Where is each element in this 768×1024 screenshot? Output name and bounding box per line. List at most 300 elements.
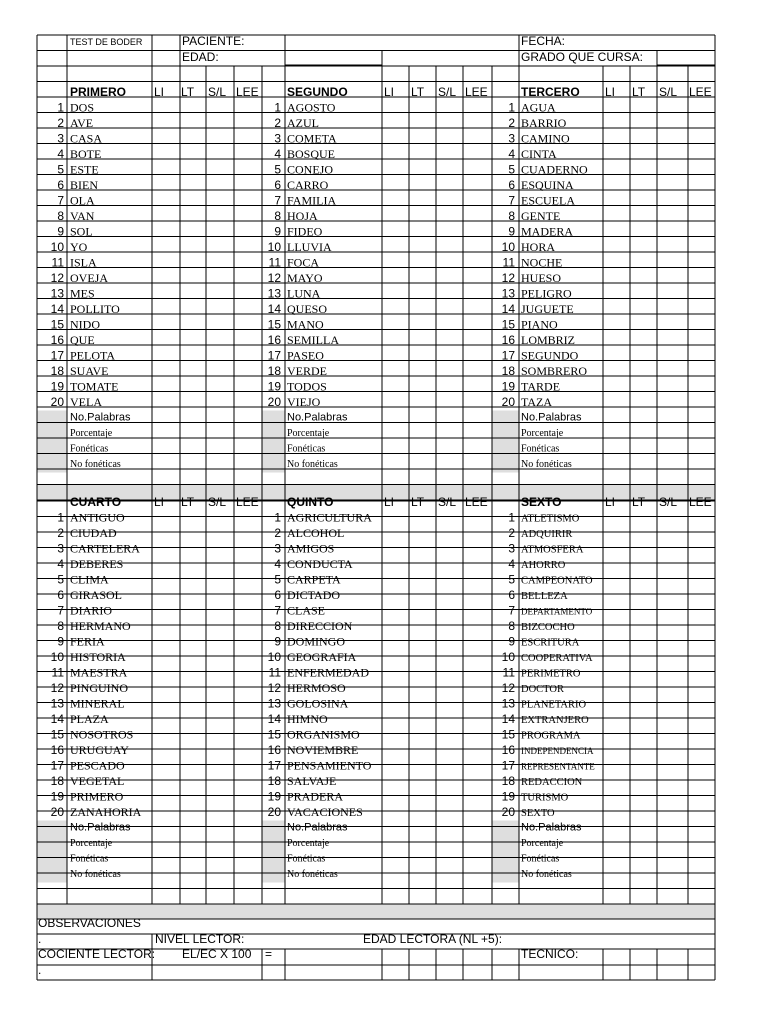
word-number: 18 (267, 364, 281, 378)
word-item: HIMNO (287, 712, 328, 726)
word-number: 20 (267, 395, 281, 409)
column-header: LI (605, 495, 616, 509)
word-item: CARTELERA (70, 541, 140, 556)
word-item: SEMILLA (287, 333, 339, 347)
word-item: MINERAL (70, 696, 125, 711)
summary-label: No.Palabras (70, 821, 131, 834)
word-item: SEGUNDO (521, 348, 579, 363)
word-item: CAMINO (521, 131, 570, 146)
edad-label: EDAD: (182, 50, 219, 64)
word-number: 3 (57, 541, 64, 556)
word-item: PESCADO (70, 758, 125, 773)
word-item: PLAZA (70, 712, 109, 726)
column-header: LT (632, 85, 646, 99)
summary-label: No.Palabras (521, 411, 582, 424)
word-number: 6 (57, 588, 64, 602)
word-item: CONDUCTA (287, 557, 353, 571)
column-header: LEE (689, 495, 712, 509)
word-number: 5 (508, 162, 515, 177)
word-item: INDEPENDENCIA (521, 746, 594, 756)
word-number: 20 (267, 805, 281, 819)
word-number: 19 (267, 789, 281, 804)
word-item: HORA (521, 240, 556, 254)
word-number: 16 (50, 743, 64, 757)
word-number: 8 (508, 619, 515, 633)
section-title: CUARTO (70, 495, 122, 509)
word-item: CONEJO (287, 162, 334, 177)
word-number: 5 (57, 162, 64, 177)
word-number: 8 (274, 619, 281, 633)
word-item: HOJA (287, 209, 318, 223)
column-header: LT (181, 495, 195, 509)
word-item: ESCRITURA (521, 637, 580, 649)
word-number: 8 (274, 209, 281, 223)
word-number: 11 (51, 255, 64, 270)
word-number: 16 (501, 743, 515, 757)
word-number: 7 (274, 603, 281, 618)
word-item: ESCUELA (521, 193, 575, 208)
word-number: 11 (51, 665, 64, 680)
summary-label: No fonéticas (287, 459, 338, 470)
word-number: 16 (501, 333, 515, 347)
summary-label: Porcentaje (70, 838, 113, 849)
section-tercero (502, 85, 712, 470)
word-number: 17 (267, 348, 281, 363)
summary-label: Porcentaje (287, 838, 330, 849)
word-item: NIDO (70, 317, 100, 332)
word-item: ATMOSFERA (521, 544, 584, 556)
word-number: 15 (501, 727, 515, 742)
summary-label: Fonéticas (521, 853, 560, 865)
word-number: 1 (57, 100, 64, 115)
shaded-cell (37, 411, 67, 473)
word-item: TAZA (521, 395, 553, 409)
section-title: PRIMERO (70, 85, 127, 99)
word-item: DEBERES (70, 557, 124, 571)
word-item: MAESTRA (70, 665, 128, 680)
word-number: 19 (267, 379, 281, 394)
word-item: BIEN (70, 178, 98, 192)
word-number: 14 (50, 302, 64, 316)
summary-label: Porcentaje (287, 428, 330, 439)
word-item: CIUDAD (70, 526, 117, 540)
summary-label: No fonéticas (70, 869, 121, 880)
word-item: AGRICULTURA (287, 510, 372, 525)
shaded-cell (262, 411, 285, 473)
column-header: LEE (465, 495, 488, 509)
word-item: BOSQUE (287, 147, 336, 161)
word-number: 1 (508, 510, 515, 525)
equals-sign: = (265, 947, 273, 961)
word-number: 2 (57, 526, 64, 540)
column-header: LT (411, 495, 425, 509)
word-item: NOSOTROS (70, 727, 134, 742)
word-item: VERDE (287, 364, 327, 378)
column-header: S/L (208, 495, 227, 509)
word-item: FAMILIA (287, 193, 337, 208)
column-header: LI (605, 85, 616, 99)
word-number: 6 (508, 588, 515, 602)
section-title: QUINTO (287, 495, 334, 509)
word-item: VEGETAL (70, 774, 125, 788)
word-item: CUADERNO (521, 162, 588, 177)
word-number: 20 (501, 805, 515, 819)
word-number: 19 (50, 379, 64, 394)
word-item: FOCA (287, 255, 320, 270)
word-number: 13 (267, 286, 281, 301)
word-item: REPRESENTANTE (521, 761, 595, 772)
word-number: 12 (267, 271, 281, 285)
word-number: 15 (267, 727, 281, 742)
word-item: PENSAMIENTO (287, 758, 372, 773)
word-number: 8 (57, 619, 64, 633)
word-number: 19 (50, 789, 64, 804)
word-number: 13 (501, 286, 515, 301)
word-number: 3 (274, 541, 281, 556)
word-number: 2 (57, 116, 64, 130)
word-item: TURISMO (521, 792, 569, 804)
word-number: 20 (50, 805, 64, 819)
word-number: 3 (508, 541, 515, 556)
summary-label: No fonéticas (70, 459, 121, 470)
word-item: AGOSTO (287, 100, 336, 115)
summary-label: Fonéticas (70, 443, 109, 455)
word-number: 15 (50, 317, 64, 332)
word-item: POLLITO (70, 302, 120, 316)
word-item: ATLETISMO (521, 513, 580, 525)
word-number: 1 (57, 510, 64, 525)
word-number: 10 (50, 240, 64, 254)
word-item: DIRECCION (287, 619, 353, 633)
summary-label: Fonéticas (287, 853, 326, 865)
word-number: 10 (501, 240, 515, 254)
word-number: 20 (501, 395, 515, 409)
word-number: 10 (267, 650, 281, 664)
word-item: PELOTA (70, 348, 116, 363)
word-number: 16 (267, 333, 281, 347)
word-item: AMIGOS (287, 541, 335, 556)
word-item: URUGUAY (70, 743, 129, 757)
word-item: EXTRANJERO (521, 715, 589, 726)
word-item: MES (70, 286, 95, 301)
word-item: HUESO (521, 271, 562, 285)
summary-label: No fonéticas (521, 869, 572, 880)
formula-label: EL/EC X 100 (182, 947, 252, 961)
word-number: 4 (274, 557, 281, 571)
word-item: COMETA (287, 131, 337, 146)
word-number: 6 (274, 588, 281, 602)
word-item: HERMOSO (287, 681, 346, 695)
word-item: ORGANISMO (287, 727, 360, 742)
word-item: CLASE (287, 603, 326, 618)
word-item: ENFERMEDAD (287, 665, 370, 680)
word-number: 14 (501, 712, 515, 726)
word-number: 11 (502, 255, 515, 270)
column-header: S/L (438, 495, 457, 509)
word-number: 2 (274, 526, 281, 540)
word-item: VACACIONES (287, 805, 363, 819)
column-header: LI (384, 85, 395, 99)
word-number: 12 (50, 271, 64, 285)
word-item: HERMANO (70, 619, 131, 633)
summary-label: Porcentaje (521, 428, 564, 439)
word-number: 16 (267, 743, 281, 757)
word-number: 11 (268, 665, 281, 680)
word-item: CARRO (287, 178, 329, 192)
word-item: ALCOHOL (287, 526, 345, 540)
edad-lectora-label: EDAD LECTORA (NL +5): (363, 932, 503, 946)
word-item: CARPETA (287, 572, 341, 587)
word-item: PERIMETRO (521, 668, 581, 680)
word-number: 13 (501, 696, 515, 711)
word-number: 19 (501, 379, 515, 394)
word-item: ISLA (70, 255, 97, 270)
word-number: 6 (508, 178, 515, 192)
word-number: 17 (50, 758, 64, 773)
word-number: 9 (274, 634, 281, 649)
word-number: 7 (508, 193, 515, 208)
word-number: 13 (50, 286, 64, 301)
word-number: 3 (57, 131, 64, 146)
word-item: LUNA (287, 286, 321, 301)
column-header: LT (181, 85, 195, 99)
summary-label: No.Palabras (70, 411, 131, 424)
word-number: 4 (57, 147, 64, 161)
word-number: 2 (508, 116, 515, 130)
word-number: 9 (57, 224, 64, 239)
word-number: 7 (57, 603, 64, 618)
column-header: S/L (659, 495, 678, 509)
word-item: SOL (70, 224, 93, 239)
column-header: LEE (465, 85, 488, 99)
word-number: 10 (50, 650, 64, 664)
word-item: DOMINGO (287, 634, 345, 649)
word-item: AZUL (287, 116, 319, 130)
word-item: PIANO (521, 317, 558, 332)
word-item: NOCHE (521, 255, 563, 270)
column-header: S/L (208, 85, 227, 99)
word-number: 20 (50, 395, 64, 409)
word-number: 15 (50, 727, 64, 742)
word-number: 18 (501, 364, 515, 378)
word-item: OVEJA (70, 271, 108, 285)
summary-label: Porcentaje (70, 428, 113, 439)
word-number: 1 (274, 100, 281, 115)
word-number: 4 (508, 557, 515, 571)
word-number: 13 (267, 696, 281, 711)
word-item: LOMBRIZ (521, 333, 575, 347)
column-header: LEE (689, 85, 712, 99)
word-item: GENTE (521, 209, 561, 223)
section-title: SEXTO (521, 495, 562, 509)
word-item: GOLOSINA (287, 696, 349, 711)
word-number: 9 (508, 224, 515, 239)
word-number: 4 (57, 557, 64, 571)
word-number: 18 (501, 774, 515, 788)
word-number: 17 (501, 758, 515, 773)
word-item: OLA (70, 193, 95, 208)
word-number: 1 (508, 100, 515, 115)
summary-label: No.Palabras (287, 411, 348, 424)
word-number: 12 (267, 681, 281, 695)
word-item: REDACCION (521, 777, 583, 788)
word-item: GIRASOL (70, 588, 123, 602)
word-number: 11 (502, 665, 515, 680)
word-item: DOS (70, 100, 95, 115)
summary-label: No.Palabras (521, 821, 582, 834)
word-number: 12 (50, 681, 64, 695)
paciente-label: PACIENTE: (182, 34, 245, 48)
word-number: 17 (501, 348, 515, 363)
word-item: NOVIEMBRE (287, 743, 359, 757)
word-number: 5 (274, 572, 281, 587)
word-item: SALVAJE (287, 774, 337, 788)
word-item: PINGUINO (70, 681, 128, 695)
word-number: 12 (501, 681, 515, 695)
summary-label: No fonéticas (521, 459, 572, 470)
word-number: 9 (274, 224, 281, 239)
word-item: MANO (287, 317, 324, 332)
word-number: 18 (267, 774, 281, 788)
word-item: TODOS (287, 379, 327, 394)
observaciones-label: OBSERVACIONES (38, 916, 141, 930)
column-header: S/L (659, 85, 678, 99)
word-number: 3 (274, 131, 281, 146)
grado-label: GRADO QUE CURSA: (521, 50, 644, 64)
nivel-lector-label: NIVEL LECTOR: (155, 932, 245, 946)
word-number: 4 (274, 147, 281, 161)
word-item: VELA (70, 395, 102, 409)
word-item: AVE (70, 116, 94, 130)
word-number: 6 (57, 178, 64, 192)
word-item: ANTIGUO (70, 510, 125, 525)
word-number: 14 (267, 712, 281, 726)
word-number: 17 (50, 348, 64, 363)
word-item: COOPERATIVA (521, 653, 593, 664)
column-header: LT (411, 85, 425, 99)
word-item: SOMBRERO (521, 364, 588, 378)
word-number: 15 (501, 317, 515, 332)
word-item: BOTE (70, 147, 102, 161)
word-number: 10 (501, 650, 515, 664)
word-item: ESQUINA (521, 178, 574, 192)
word-item: JUGUETE (521, 302, 574, 316)
word-number: 18 (50, 774, 64, 788)
word-item: MADERA (521, 224, 574, 239)
summary-label: Fonéticas (70, 853, 109, 865)
footer-dot-2: . (38, 963, 42, 977)
word-number: 18 (50, 364, 64, 378)
footer-dot-1: . (38, 932, 42, 946)
word-number: 12 (501, 271, 515, 285)
word-item: AHORRO (521, 560, 566, 571)
word-item: BIZCOCHO (521, 622, 575, 633)
word-item: LLUVIA (287, 240, 332, 254)
summary-label: Fonéticas (287, 443, 326, 455)
column-header: LI (154, 495, 165, 509)
word-number: 6 (274, 178, 281, 192)
word-item: DICTADO (287, 588, 341, 602)
word-item: QUESO (287, 302, 328, 316)
word-item: CINTA (521, 147, 557, 161)
fecha-label: FECHA: (521, 34, 566, 48)
word-item: ZANAHORIA (70, 805, 142, 819)
word-number: 7 (508, 603, 515, 618)
word-number: 9 (57, 634, 64, 649)
word-number: 3 (508, 131, 515, 146)
word-number: 14 (501, 302, 515, 316)
word-number: 19 (501, 789, 515, 804)
word-number: 10 (267, 240, 281, 254)
word-item: ESTE (70, 162, 99, 177)
section-title: SEGUNDO (287, 85, 348, 99)
section-segundo (268, 85, 488, 470)
word-item: DOCTOR (521, 684, 564, 695)
word-item: PRADERA (287, 789, 344, 804)
word-item: YO (70, 240, 88, 254)
word-item: FERIA (70, 634, 105, 649)
column-header: LEE (236, 495, 259, 509)
word-item: DEPARTAMENTO (521, 606, 593, 617)
word-item: BELLEZA (521, 591, 568, 602)
word-item: SEXTO (521, 808, 555, 819)
word-item: PLANETARIO (521, 699, 587, 711)
word-number: 5 (57, 572, 64, 587)
section-primero (51, 85, 259, 470)
test-title: TEST DE BODER (70, 37, 143, 47)
word-number: 7 (274, 193, 281, 208)
word-item: VAN (70, 209, 95, 223)
column-header: S/L (438, 85, 457, 99)
word-item: VIEJO (287, 395, 321, 409)
word-item: TOMATE (70, 379, 119, 394)
word-number: 2 (274, 116, 281, 130)
word-number: 11 (268, 255, 281, 270)
word-item: GEOGRAFIA (287, 650, 357, 664)
word-item: BARRIO (521, 116, 567, 130)
word-number: 2 (508, 526, 515, 540)
shaded-cell (492, 411, 519, 473)
word-item: CASA (70, 131, 103, 146)
summary-label: Porcentaje (521, 838, 564, 849)
column-header: LEE (236, 85, 259, 99)
word-item: PROGRAMA (521, 730, 581, 742)
word-item: DIARIO (70, 603, 112, 618)
word-item: ADQUIRIR (521, 529, 573, 540)
cociente-lector-label: COCIENTE LECTOR: (38, 947, 156, 961)
word-number: 14 (50, 712, 64, 726)
column-header: LI (154, 85, 165, 99)
word-number: 14 (267, 302, 281, 316)
word-number: 5 (508, 572, 515, 587)
word-number: 8 (508, 209, 515, 223)
word-number: 7 (57, 193, 64, 208)
word-item: PRIMERO (70, 789, 124, 804)
word-item: CAMPEONATO (521, 575, 593, 587)
word-number: 17 (267, 758, 281, 773)
word-item: PELIGRO (521, 286, 572, 301)
word-item: SUAVE (70, 364, 109, 378)
word-item: AGUA (521, 100, 556, 115)
summary-label: No.Palabras (287, 821, 348, 834)
word-number: 13 (50, 696, 64, 711)
summary-label: Fonéticas (521, 443, 560, 455)
column-header: LI (384, 495, 395, 509)
word-item: QUE (70, 333, 95, 347)
word-number: 9 (508, 634, 515, 649)
word-item: TARDE (521, 379, 561, 394)
word-item: HISTORIA (70, 650, 126, 664)
